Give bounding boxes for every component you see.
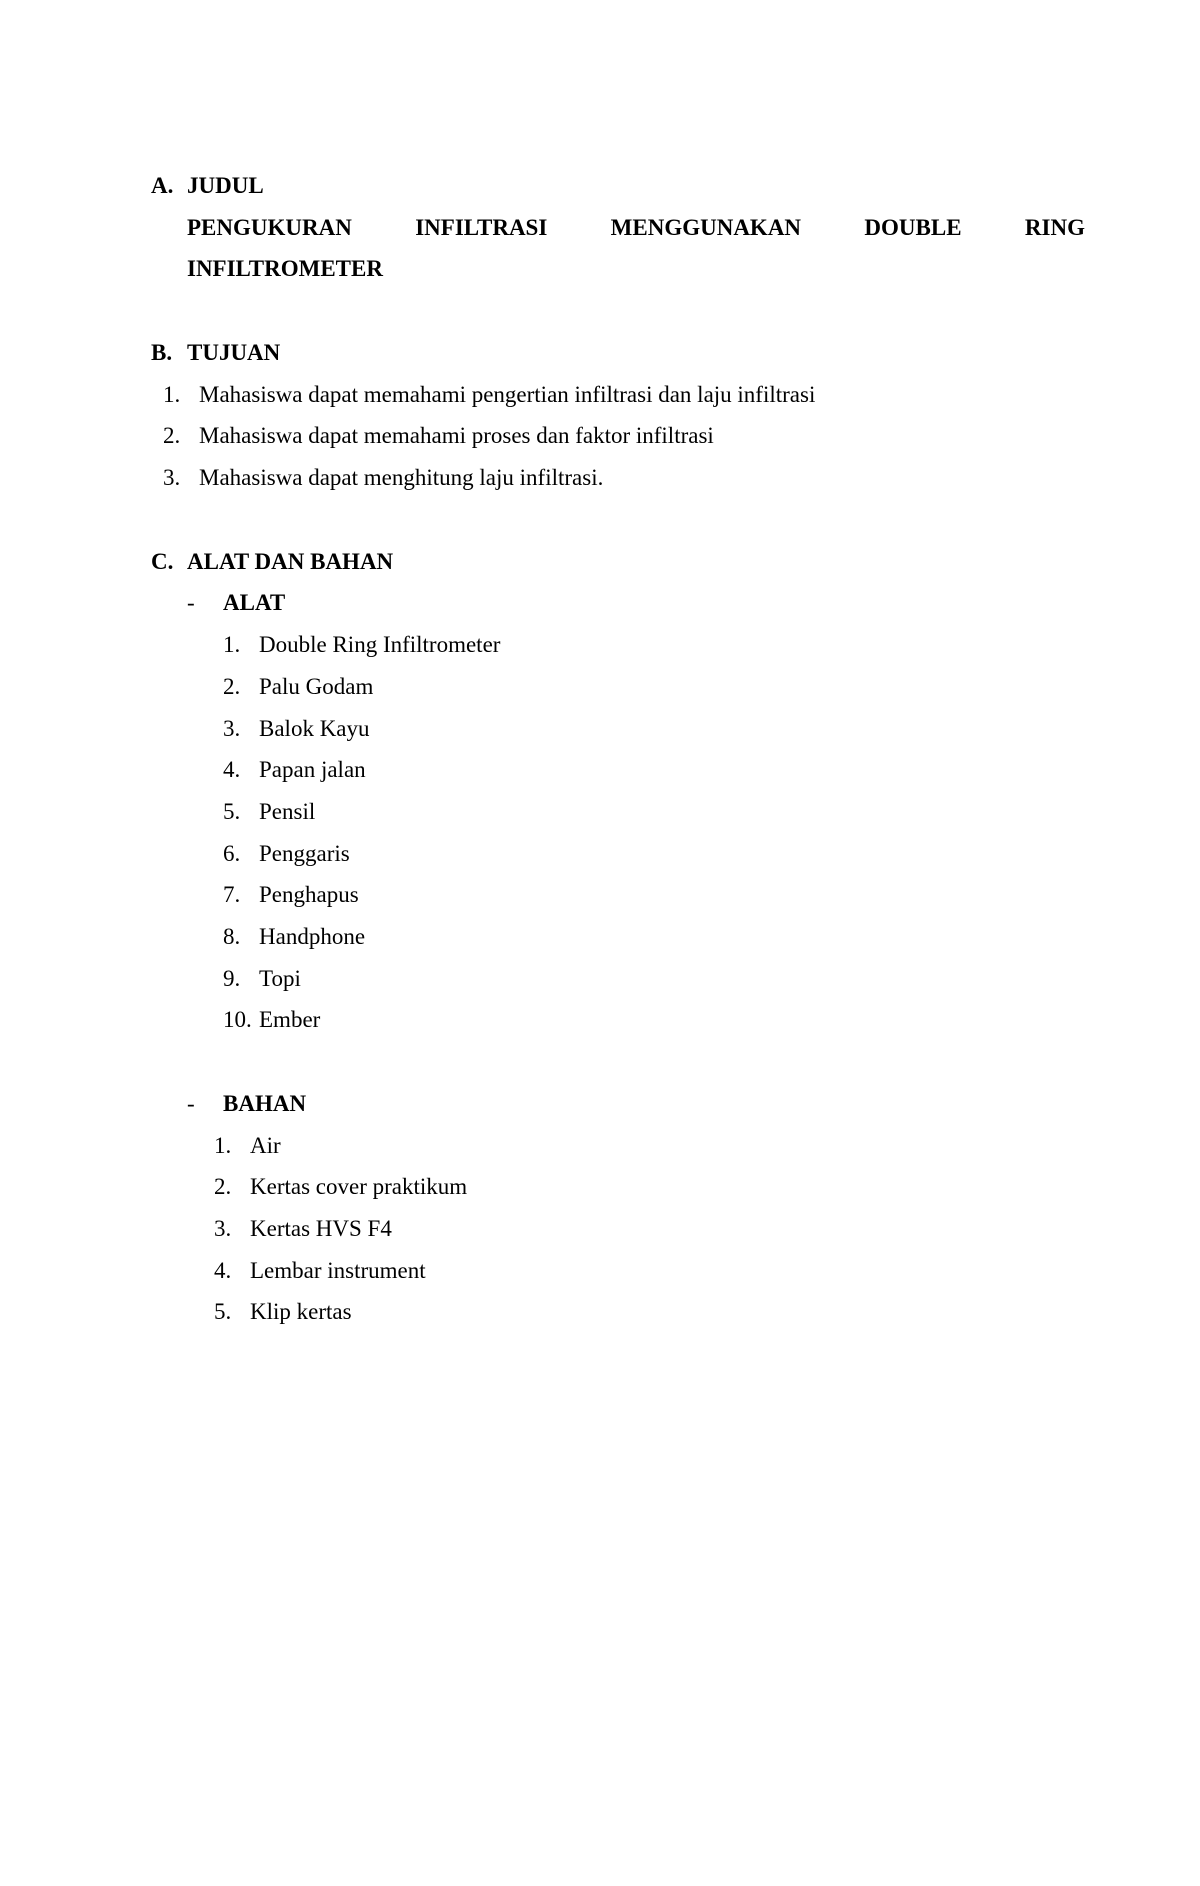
section-b-marker: B. [151, 340, 173, 365]
list-item-text: Papan jalan [259, 757, 366, 782]
list-item-number: 9. [223, 966, 241, 991]
list-item-text: Penggaris [259, 841, 350, 866]
title-word: RING [1024, 215, 1085, 240]
list-item-number: 3. [163, 465, 181, 490]
list-item-text: Mahasiswa dapat memahami proses dan faktor infiltrasi [199, 423, 714, 448]
list-item-number: 2. [163, 423, 181, 448]
list-item-number: 1. [223, 632, 241, 657]
alat-heading: ALAT [223, 590, 286, 615]
list-item-text: Mahasiswa dapat menghitung laju infiltrasi. [199, 465, 604, 490]
list-item-text: Pensil [259, 799, 316, 824]
list-item-text: Double Ring Infiltrometer [259, 632, 501, 657]
list-item-number: 4. [223, 757, 241, 782]
section-a-heading: JUDUL [187, 173, 264, 198]
list-item-number: 2. [214, 1174, 232, 1199]
list-item-number: 5. [223, 799, 241, 824]
document-title-line-2: INFILTROMETER [187, 256, 383, 281]
list-item-number: 3. [223, 716, 241, 741]
list-item-text: Klip kertas [250, 1299, 352, 1324]
list-item-text: Kertas cover praktikum [250, 1174, 468, 1199]
list-item-number: 1. [163, 382, 181, 407]
list-item-number: 3. [214, 1216, 232, 1241]
list-item-number: 10. [223, 1007, 252, 1032]
section-c-marker: C. [151, 549, 174, 574]
title-word: INFILTRASI [415, 215, 548, 240]
title-word: DOUBLE [864, 215, 962, 240]
list-item-text: Ember [259, 1007, 321, 1032]
list-item-text: Handphone [259, 924, 366, 949]
list-item-number: 4. [214, 1258, 232, 1283]
list-item-number: 2. [223, 674, 241, 699]
list-item-text: Balok Kayu [259, 716, 370, 741]
list-item-number: 7. [223, 882, 241, 907]
alat-dash: - [187, 590, 195, 615]
list-item-number: 8. [223, 924, 241, 949]
list-item-text: Topi [259, 966, 301, 991]
section-c-heading: ALAT DAN BAHAN [187, 549, 394, 574]
list-item-number: 5. [214, 1299, 232, 1324]
list-item-number: 1. [214, 1133, 232, 1158]
list-item-text: Lembar instrument [250, 1258, 426, 1283]
section-b-heading: TUJUAN [187, 340, 281, 365]
title-word: MENGGUNAKAN [610, 215, 802, 240]
list-item-text: Penghapus [259, 882, 359, 907]
title-word: PENGUKURAN [187, 215, 352, 240]
document-title-line-1 [187, 214, 1085, 242]
list-item-text: Palu Godam [259, 674, 374, 699]
list-item-number: 6. [223, 841, 241, 866]
list-item-text: Kertas HVS F4 [250, 1216, 392, 1241]
list-item-text: Air [250, 1133, 281, 1158]
bahan-heading: BAHAN [223, 1091, 307, 1116]
bahan-dash: - [187, 1091, 195, 1116]
section-a-marker: A. [151, 173, 174, 198]
list-item-text: Mahasiswa dapat memahami pengertian infiltrasi dan laju infiltrasi [199, 382, 816, 407]
